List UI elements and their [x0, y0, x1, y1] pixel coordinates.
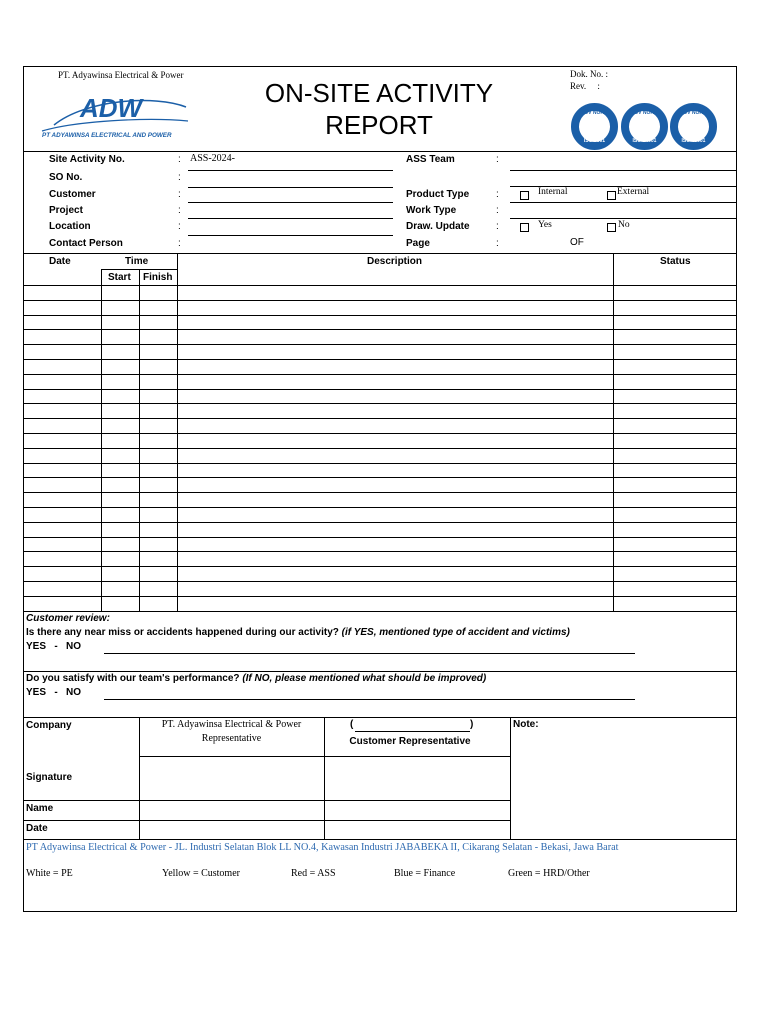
location-field[interactable]: [188, 235, 393, 236]
iso-45001-badge: [670, 103, 717, 150]
draw-update-yes-checkbox[interactable]: [520, 223, 529, 232]
colon: :: [178, 238, 181, 249]
table-row[interactable]: [24, 537, 736, 538]
badge-top: TÜV NORD: [581, 110, 608, 116]
paren-close: ): [470, 719, 474, 730]
customer-label: Customer: [49, 189, 96, 200]
table-row[interactable]: [24, 477, 736, 478]
table-row[interactable]: [24, 448, 736, 449]
question-2-text: Do you satisfy with our team's performance?: [26, 673, 240, 684]
logo-subtext: PT ADYAWINSA ELECTRICAL AND POWER: [42, 132, 172, 139]
table-row[interactable]: [24, 344, 736, 345]
table-row[interactable]: [24, 374, 736, 375]
table-row[interactable]: [24, 359, 736, 360]
table-row[interactable]: [24, 329, 736, 330]
table-row[interactable]: [24, 492, 736, 493]
paren-open: (: [350, 719, 354, 730]
badge-bottom: ISO 14001: [632, 138, 657, 144]
report-title-line1: ON-SITE ACTIVITY: [264, 78, 494, 108]
copy-yellow: Yellow = Customer: [162, 868, 240, 879]
table-row[interactable]: [24, 522, 736, 523]
ass-team-label: ASS Team: [406, 154, 455, 165]
table-row[interactable]: [24, 581, 736, 582]
colon: :: [178, 172, 181, 183]
pt-rep-line1: PT. Adyawinsa Electrical & Power: [161, 719, 302, 730]
table-row[interactable]: [24, 300, 736, 301]
site-activity-no-value[interactable]: ASS-2024-: [190, 153, 236, 164]
date-label: Date: [26, 823, 48, 834]
copy-blue: Blue = Finance: [394, 868, 456, 879]
iso-9001-badge: [571, 103, 618, 150]
colon: :: [496, 189, 499, 200]
draw-update-yes-label: Yes: [538, 220, 552, 230]
report-title-line2: REPORT: [325, 110, 433, 140]
signature-label: Signature: [26, 772, 73, 783]
so-no-field[interactable]: [188, 187, 393, 188]
logo-icon: [36, 91, 191, 139]
location-label: Location: [49, 221, 91, 232]
draw-update-no-label: No: [618, 220, 630, 230]
question-1-text: Is there any near miss or accidents happened during our activity?: [26, 627, 339, 638]
start-header: Start: [108, 272, 131, 283]
badge-top: TÜV NORD: [631, 110, 658, 116]
table-row[interactable]: [24, 403, 736, 404]
badge-bottom: ISO 9001: [583, 138, 606, 144]
status-header: Status: [660, 256, 691, 267]
external-label: External: [617, 187, 650, 197]
contact-person-label: Contact Person: [49, 238, 123, 249]
table-row[interactable]: [24, 433, 736, 434]
name-label: Name: [26, 803, 54, 814]
badge-bottom: ISO 45001: [681, 138, 706, 144]
pt-signature-box[interactable]: [140, 757, 323, 799]
draw-update-label: Draw. Update: [406, 221, 470, 232]
page-of-label: OF: [570, 237, 584, 248]
customer-company-field[interactable]: [355, 731, 470, 732]
company-label: Company: [26, 720, 72, 731]
report-form: [23, 66, 737, 912]
table-row[interactable]: [24, 596, 736, 597]
table-row[interactable]: [24, 418, 736, 419]
note-label: Note:: [513, 719, 539, 730]
colon: :: [496, 205, 499, 216]
internal-checkbox[interactable]: [520, 191, 529, 200]
company-name: PT. Adyawinsa Electrical & Power: [58, 70, 184, 80]
work-type-field[interactable]: [510, 218, 736, 219]
table-row[interactable]: [24, 551, 736, 552]
doc-no-label: Dok. No. :: [570, 69, 608, 79]
external-checkbox[interactable]: [607, 191, 616, 200]
pt-rep-line2: Representative: [201, 733, 262, 744]
product-type-field: [510, 202, 736, 203]
review-question-2: [26, 673, 486, 684]
table-row[interactable]: [24, 566, 736, 567]
customer-field[interactable]: [188, 202, 393, 203]
copy-red: Red = ASS: [291, 868, 336, 879]
colon: :: [496, 238, 499, 249]
time-header: Time: [125, 256, 149, 267]
description-header: Description: [367, 256, 423, 267]
table-row[interactable]: [24, 285, 736, 286]
question-1-note: (if YES, mentioned type of accident and victims): [341, 627, 570, 638]
badge-top: TÜV NORD: [680, 110, 707, 116]
company-logo: [36, 91, 191, 139]
so-no-label: SO No.: [49, 172, 83, 183]
copy-green: Green = HRD/Other: [508, 868, 590, 879]
site-activity-no-field[interactable]: [188, 170, 393, 171]
footer-address: PT Adyawinsa Electrical & Power - JL. Industri Selatan Blok LL NO.4, Kawasan Industri JABABEKA II, Cikarang Selatan - Bekasi, Jawa Barat: [26, 842, 619, 853]
finish-header: Finish: [143, 272, 173, 283]
colon: :: [178, 189, 181, 200]
customer-review-heading: Customer review:: [26, 613, 110, 624]
question-2-answer-field[interactable]: [104, 699, 635, 700]
site-activity-no-label: Site Activity No.: [49, 154, 125, 165]
question-2-note: (If NO, please mentioned what should be improved): [242, 673, 487, 684]
page-label: Page: [406, 238, 430, 249]
colon: :: [178, 221, 181, 232]
review-question-1: [26, 627, 570, 638]
table-row[interactable]: [24, 463, 736, 464]
ass-team-field-1[interactable]: [510, 170, 736, 171]
customer-rep-label: Customer Representative: [349, 736, 471, 747]
colon: :: [496, 221, 499, 232]
draw-update-no-checkbox[interactable]: [607, 223, 616, 232]
date-header: Date: [49, 256, 71, 267]
table-row[interactable]: [24, 507, 736, 508]
question-2-yes-no[interactable]: YES - NO: [26, 687, 82, 698]
product-type-label: Product Type: [406, 189, 470, 200]
copy-white: White = PE: [26, 868, 73, 879]
internal-label: Internal: [538, 187, 568, 197]
colon: :: [178, 205, 181, 216]
question-1-answer-field[interactable]: [104, 653, 635, 654]
table-row[interactable]: [24, 315, 736, 316]
project-label: Project: [49, 205, 83, 216]
logo-text: ADW: [80, 93, 143, 123]
question-1-yes-no[interactable]: YES - NO: [26, 641, 82, 652]
colon: :: [178, 154, 181, 165]
project-field[interactable]: [188, 218, 393, 219]
table-row[interactable]: [24, 389, 736, 390]
iso-14001-badge: [621, 103, 668, 150]
rev-label: Rev. :: [570, 81, 600, 91]
customer-signature-box[interactable]: [325, 757, 509, 799]
work-type-label: Work Type: [406, 205, 457, 216]
colon: :: [496, 154, 499, 165]
